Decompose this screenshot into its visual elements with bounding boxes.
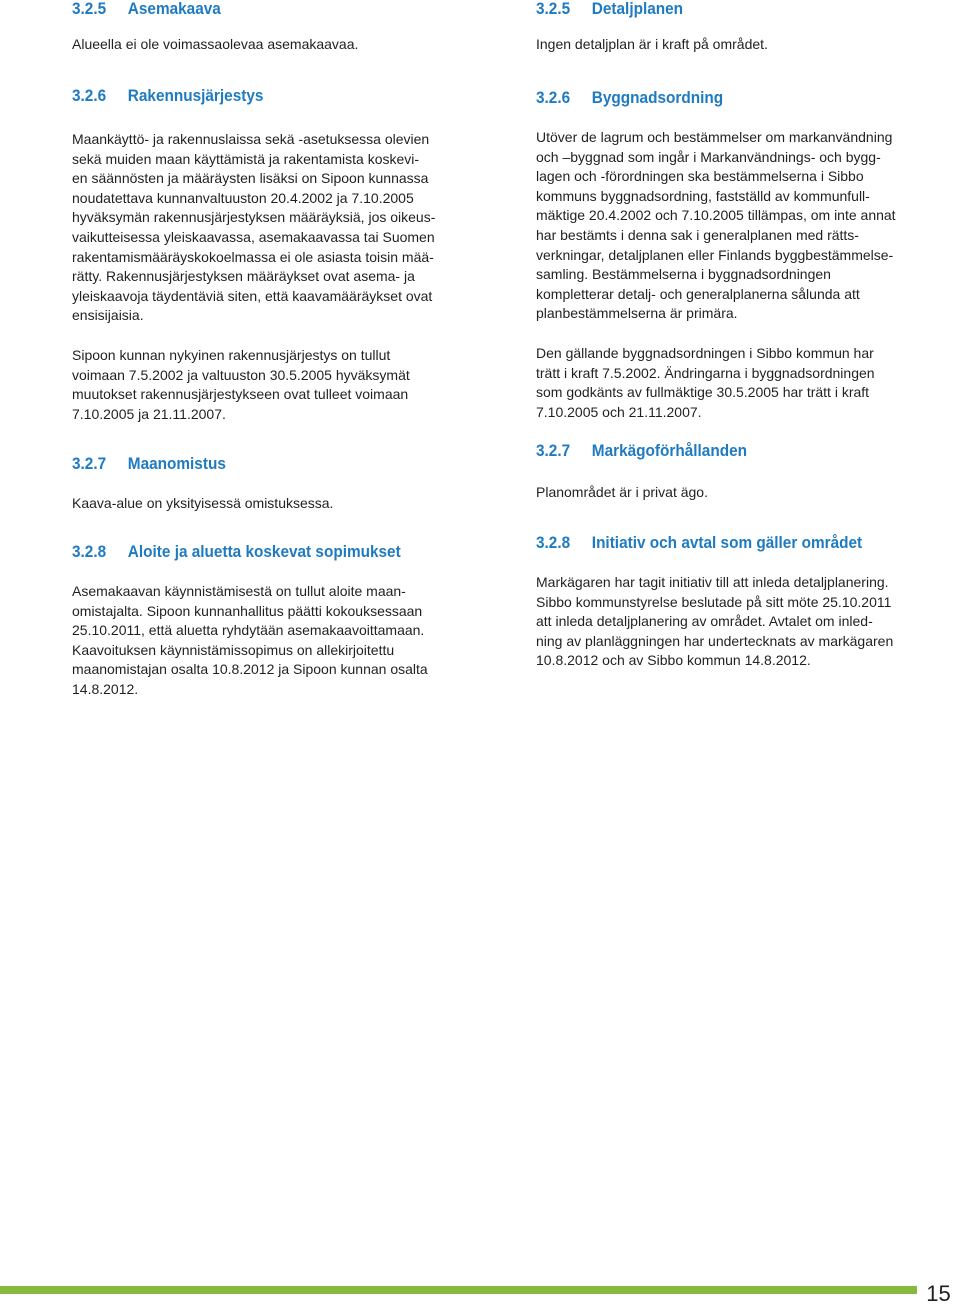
text-line: Den gällande byggnadsordningen i Sibbo kommun har — [536, 344, 874, 361]
text-line: och –byggnad som ingår i Markanvändnings- och bygg- — [536, 148, 881, 165]
section-title: Rakennusjärjestys — [127, 87, 264, 105]
section-number: 3.2.8 — [536, 534, 571, 552]
section-number: 3.2.7 — [72, 455, 107, 473]
section-3-2-5-sv — [536, 0, 941, 55]
paragraph — [72, 346, 477, 424]
paragraph — [536, 573, 941, 671]
text-line: hyväksymän rakennusjärjestyksen määräyksiä, jos oikeus- — [72, 209, 436, 226]
section-title: Byggnadsordning — [591, 89, 724, 107]
section-title: Markägoförhållanden — [591, 442, 747, 460]
section-title: Asemakaava — [127, 0, 221, 18]
text-line: omistajalta. Sipoon kunnanhallitus päätti kokouksessaan — [72, 602, 423, 619]
text-line: Ingen detaljplan är i kraft på området. — [536, 36, 768, 52]
text-line: som godkänts av fullmäktige 30.5.2005 har trätt i kraft — [536, 384, 870, 401]
text-line: 7.10.2005 och 21.11.2007. — [536, 403, 702, 420]
section-heading — [536, 534, 913, 553]
section-3-2-6-fi — [72, 87, 477, 424]
text-line: Markägaren har tagit initiativ till att inleda detaljplanering. — [536, 574, 889, 590]
section-title: Aloite ja aluetta koskevat sopimukset — [127, 543, 401, 561]
text-line: verkningar, detaljplanen eller Finlands byggbestämmelse- — [536, 246, 894, 263]
text-line: Planområdet är i privat ägo. — [536, 484, 708, 500]
text-line: en säännösten ja määräysten lisäksi on Sipoon kunnassa — [72, 170, 429, 187]
paragraph — [536, 128, 941, 324]
footer-accent-band — [0, 1286, 917, 1294]
section-3-2-8-sv — [536, 534, 941, 671]
paragraph — [536, 483, 941, 503]
text-line: har bestämts i denna sak i generalplanen med rätts- — [536, 226, 859, 243]
section-number: 3.2.5 — [72, 0, 107, 18]
page-number: 15 — [926, 1281, 951, 1306]
text-line: muutokset rakennusjärjestykseen ovat tulleet voimaan — [72, 386, 409, 403]
text-line: kompletterar detalj- och generalplanerna sålunda att — [536, 285, 860, 302]
text-line: mäktige 20.4.2002 och 7.10.2005 tillämpas, om inte annat — [536, 207, 896, 224]
text-line: Maankäyttö- ja rakennuslaissa sekä -asetuksessa olevien — [72, 131, 430, 147]
section-heading — [72, 87, 449, 106]
section-heading — [536, 0, 913, 19]
text-line: sekä muiden maan käyttämistä ja rakentamista koskevi- — [72, 150, 420, 167]
section-heading — [72, 543, 449, 562]
text-line: samling. Bestämmelserna i byggnadsordningen — [536, 266, 831, 283]
text-line: Kaava-alue on yksityisessä omistuksessa. — [72, 495, 334, 511]
text-line: Kaavoituksen käynnistämissopimus on allekirjoitettu — [72, 641, 395, 658]
text-line: trätt i kraft 7.5.2002. Ändringarna i byggnadsordningen — [536, 364, 875, 381]
text-line: lagen och -förordningen ska bestämmelserna i Sibbo — [536, 168, 864, 185]
text-line: maanomistajan osalta 10.8.2012 ja Sipoon kunnan osalta — [72, 661, 428, 678]
section-number: 3.2.7 — [536, 442, 571, 460]
section-3-2-5-fi — [72, 0, 477, 55]
text-line: rätty. Rakennusjärjestyksen määräykset ovat asema- ja — [72, 268, 415, 285]
paragraph — [536, 35, 941, 55]
text-line: kommuns byggnadsordning, fastställd av kommunfull- — [536, 187, 870, 204]
paragraph — [72, 494, 477, 514]
text-line: 7.10.2005 ja 21.11.2007. — [72, 405, 226, 422]
section-3-2-7-sv — [536, 442, 941, 503]
text-line: voimaan 7.5.2002 ja valtuuston 30.5.2005 hyväksymät — [72, 366, 410, 383]
text-line: att inleda detaljplanering av området. Avtalet om inled- — [536, 613, 873, 630]
text-line: ning av planläggningen har undertecknats av markägaren — [536, 632, 894, 649]
section-number: 3.2.8 — [72, 543, 107, 561]
text-line: 25.10.2011, että aluetta ryhdytään asemakaavoittamaan. — [72, 622, 425, 639]
section-3-2-7-fi — [72, 455, 477, 514]
paragraph — [536, 344, 941, 422]
text-line: 14.8.2012. — [72, 680, 139, 697]
section-heading — [536, 89, 913, 108]
text-line: Alueella ei ole voimassaolevaa asemakaavaa. — [72, 36, 359, 52]
text-line: Sibbo kommunstyrelse beslutade på sitt möte 25.10.2011 — [536, 593, 892, 610]
section-title: Maanomistus — [127, 455, 226, 473]
section-number: 3.2.6 — [72, 87, 107, 105]
text-line: Sipoon kunnan nykyinen rakennusjärjestys on tullut — [72, 346, 391, 363]
text-line: rakentamismääräyskokoelmassa ei ole asiasta toisin mää- — [72, 248, 434, 265]
text-line: vaikutteisessa yleiskaavassa, asemakaavassa tai Suomen — [72, 228, 435, 245]
section-heading — [536, 442, 913, 461]
text-line: 10.8.2012 och av Sibbo kommun 14.8.2012. — [536, 652, 811, 669]
text-line: planbestämmelserna är primära. — [536, 305, 738, 322]
section-heading — [72, 455, 449, 474]
section-3-2-6-sv — [536, 89, 941, 422]
text-line: noudatettava kunnanvaltuuston 20.4.2002 ja 7.10.2005 — [72, 189, 414, 206]
section-heading — [72, 0, 449, 19]
section-number: 3.2.5 — [536, 0, 571, 18]
paragraph — [72, 35, 477, 55]
text-line: yleiskaavoja täydentäviä siten, että kaavamääräykset ovat — [72, 287, 433, 304]
paragraph — [72, 130, 477, 326]
text-line: Utöver de lagrum och bestämmelser om markanvändning — [536, 129, 893, 145]
text-line: ensisijaisia. — [72, 307, 144, 324]
section-3-2-8-fi — [72, 543, 477, 700]
section-number: 3.2.6 — [536, 89, 571, 107]
text-line: Asemakaavan käynnistämisestä on tullut aloite maan- — [72, 583, 406, 599]
section-title: Initiativ och avtal som gäller området — [591, 534, 863, 552]
paragraph — [72, 582, 477, 700]
section-title: Detaljplanen — [591, 0, 684, 18]
